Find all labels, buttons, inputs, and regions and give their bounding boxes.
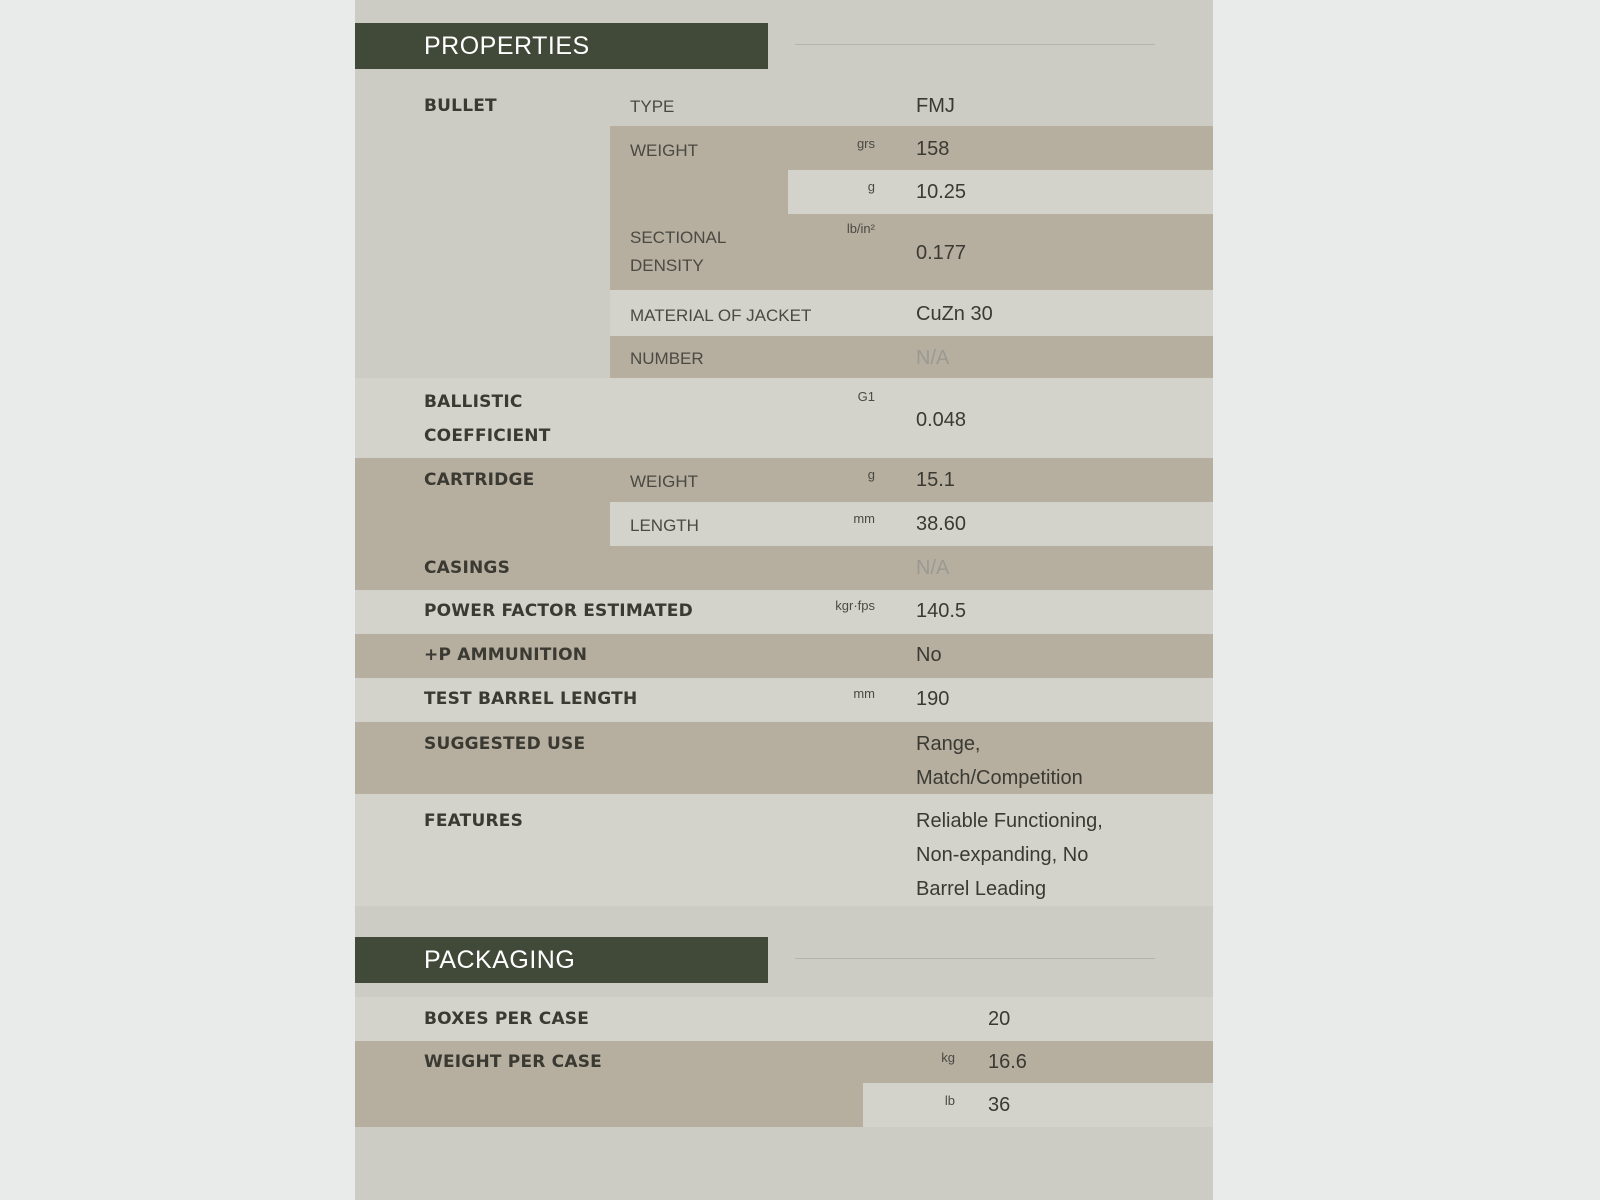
row-label-features: FEATURES xyxy=(424,811,524,831)
row-value-bullet-type: FMJ xyxy=(916,95,955,117)
row-value-boxes-per-case: 20 xyxy=(988,1008,1011,1030)
row-label-test-barrel-length: TEST BARREL LENGTH xyxy=(424,689,638,709)
row-value-suggested-use-1: Range, xyxy=(916,733,981,755)
row-value-weight-per-case-kg: 16.6 xyxy=(988,1051,1027,1073)
unit-power-factor: kgr·fps xyxy=(835,598,875,613)
row-label-bullet-type: TYPE xyxy=(630,97,675,116)
row-label-sectional-density-1: SECTIONAL xyxy=(630,228,727,247)
row-label-suggested-use: SUGGESTED USE xyxy=(424,734,586,754)
section-header-properties xyxy=(355,23,768,69)
row-label-cartridge-length: LENGTH xyxy=(630,516,699,535)
row-label-bullet-weight: WEIGHT xyxy=(630,141,698,160)
unit-bullet-weight-grs: grs xyxy=(856,136,875,151)
row-value-sectional-density: 0.177 xyxy=(916,242,967,264)
row-value-weight-per-case-lb: 36 xyxy=(988,1094,1011,1116)
row-label-cartridge: CARTRIDGE xyxy=(424,470,535,490)
band-weight-per-case-lb-left xyxy=(355,1083,863,1127)
row-value-cartridge-length: 38.60 xyxy=(916,513,967,535)
row-label-power-factor: POWER FACTOR ESTIMATED xyxy=(424,601,693,621)
unit-bullet-weight-g: g xyxy=(867,179,875,194)
row-label-weight-per-case: WEIGHT PER CASE xyxy=(424,1052,602,1072)
unit-cartridge-weight: g xyxy=(867,467,875,482)
row-value-cartridge-weight: 15.1 xyxy=(916,469,955,491)
row-value-casings: N/A xyxy=(916,557,950,579)
row-label-ballistic-coefficient-1: BALLISTIC xyxy=(424,392,523,412)
row-value-ballistic-coefficient: 0.048 xyxy=(916,409,967,431)
row-label-cartridge-weight: WEIGHT xyxy=(630,472,698,491)
section-rule-properties xyxy=(795,44,1155,45)
row-value-power-factor: 140.5 xyxy=(916,600,967,622)
row-label-bullet: BULLET xyxy=(424,96,497,116)
row-value-bullet-weight-g: 10.25 xyxy=(916,181,967,203)
row-value-test-barrel-length: 190 xyxy=(916,688,950,710)
row-value-features-2: Non-expanding, No xyxy=(916,844,1089,866)
band-cartridge-length xyxy=(610,502,1213,546)
row-label-material-of-jacket: MATERIAL OF JACKET xyxy=(630,306,812,325)
section-header-properties-label: PROPERTIES xyxy=(424,31,590,60)
section-header-packaging-label: PACKAGING xyxy=(424,945,576,974)
unit-sectional-density: lb/in² xyxy=(846,221,875,236)
unit-weight-per-case-kg: kg xyxy=(941,1050,955,1065)
spec-sheet xyxy=(355,0,1213,1200)
row-label-plus-p-ammunition: +P AMMUNITION xyxy=(424,645,588,665)
row-value-plus-p-ammunition: No xyxy=(916,644,942,666)
row-value-bullet-weight-grs: 158 xyxy=(916,138,950,160)
row-value-suggested-use-2: Match/Competition xyxy=(916,767,1083,789)
band-cartridge-length-labelcol xyxy=(355,502,610,546)
row-label-bullet-number: NUMBER xyxy=(630,349,704,368)
unit-weight-per-case-lb: lb xyxy=(944,1093,955,1108)
band-bullet-weight-grs xyxy=(610,126,1213,170)
unit-ballistic-coefficient: G1 xyxy=(857,389,875,404)
row-label-sectional-density-2: DENSITY xyxy=(630,256,704,275)
row-label-boxes-per-case: BOXES PER CASE xyxy=(424,1009,590,1029)
row-value-features-1: Reliable Functioning, xyxy=(916,810,1103,832)
unit-test-barrel-length: mm xyxy=(853,686,875,701)
unit-cartridge-length: mm xyxy=(853,511,875,526)
row-value-features-3: Barrel Leading xyxy=(916,878,1047,900)
row-value-material-of-jacket: CuZn 30 xyxy=(916,303,993,325)
section-rule-packaging xyxy=(795,958,1155,959)
band-bullet-weight-g-labelcol xyxy=(610,170,788,214)
row-label-ballistic-coefficient-2: COEFFICIENT xyxy=(424,426,551,446)
row-value-bullet-number: N/A xyxy=(916,347,950,369)
section-header-packaging xyxy=(355,937,768,983)
row-label-casings: CASINGS xyxy=(424,558,511,578)
